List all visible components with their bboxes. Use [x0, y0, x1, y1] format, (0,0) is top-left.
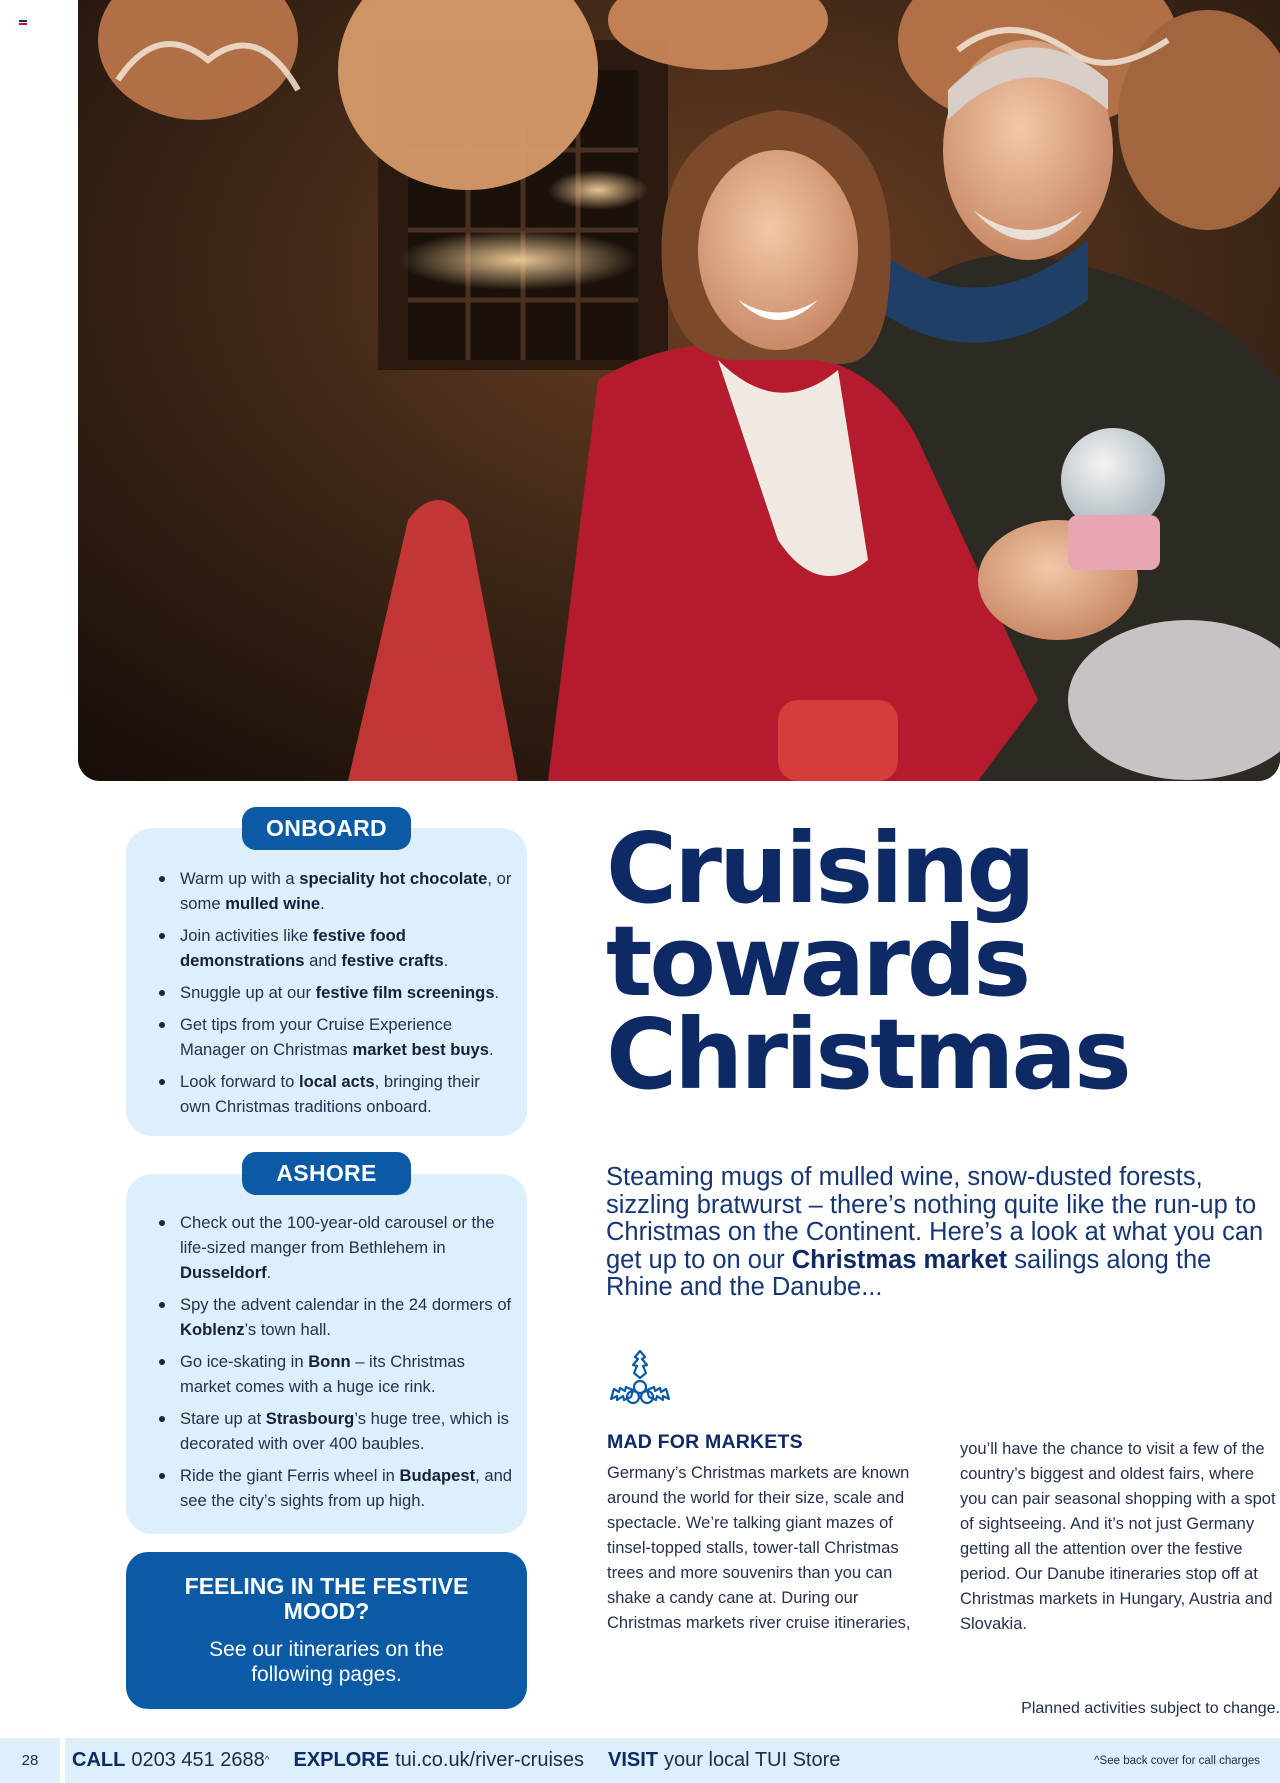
call-footnote-mark: ^ — [264, 1755, 270, 1766]
list-item: Join activities like festive food demonstrations and festive crafts. — [156, 923, 513, 973]
page-title — [606, 812, 1246, 1111]
onboard-list — [156, 866, 513, 1126]
title-line-3: Christmas — [606, 998, 1129, 1111]
hero-photo — [78, 0, 1280, 781]
callout-subtitle: See our itineraries on the following pages. — [209, 1638, 444, 1686]
list-item: Stare up at Strasbourg’s huge tree, which is decorated with over 400 baubles. — [156, 1406, 513, 1456]
intro-highlight: Christmas market — [791, 1245, 1008, 1274]
title-line-1: Cruising — [606, 812, 1033, 925]
call-label: CALL — [72, 1749, 126, 1771]
call-charges-note: ^See back cover for call charges — [1094, 1754, 1260, 1767]
title-line-2: towards — [606, 905, 1029, 1018]
ashore-list — [156, 1210, 513, 1520]
list-item: Warm up with a speciality hot chocolate, or some mulled wine. — [156, 866, 513, 916]
festive-mood-callout — [126, 1552, 527, 1709]
explore-label: EXPLORE — [293, 1749, 390, 1771]
flag-mark — [19, 20, 27, 27]
list-item: Look forward to local acts, bringing their own Christmas traditions onboard. — [156, 1069, 513, 1119]
contact-line — [72, 1738, 840, 1783]
markets-text-column-1: Germany’s Christmas markets are known around the world for their size, scale and spectacle. We’re talking giant mazes of tinsel-topped stalls, tower-tall Christmas trees and more souvenirs than you can shake a candy cane at. During our Christmas markets river cruise itineraries, — [607, 1464, 911, 1632]
list-item: Go ice-skating in Bonn – its Christmas market comes with a huge ice rink. — [156, 1349, 513, 1399]
list-item: Spy the advent calendar in the 24 dormers of Koblenz’s town hall. — [156, 1292, 513, 1342]
holly-icon — [607, 1347, 673, 1413]
page-number: 28 — [0, 1738, 60, 1783]
footer-divider — [60, 1738, 65, 1783]
couple-at-christmas-market-image — [78, 0, 1280, 781]
website-link[interactable]: tui.co.uk/river-cruises — [395, 1749, 585, 1771]
markets-text-column-2: you’ll have the chance to visit a few of the country’s biggest and oldest fairs, where you can pair seasonal shopping with a spot of sightseeing. And it’s not just Germany getting all the attention over the festive period. Our Danube itineraries stop off at Christmas markets in Hungary, Austria and Slovakia. — [960, 1440, 1276, 1633]
callout-title: FEELING IN THE FESTIVE MOOD? — [184, 1573, 469, 1624]
ashore-panel — [126, 1174, 527, 1534]
intro-text-end: sailings along the Rhine and the Danube... — [606, 1245, 1212, 1301]
list-item: Ride the giant Ferris wheel in Budapest, and see the city’s sights from up high. — [156, 1463, 513, 1513]
visit-label: VISIT — [608, 1749, 659, 1771]
list-item: Get tips from your Cruise Experience Manager on Christmas market best buys. — [156, 1012, 513, 1062]
disclaimer: Planned activities subject to change. — [1021, 1700, 1280, 1717]
section-heading: MAD FOR MARKETS — [607, 1431, 803, 1453]
intro-text: Steaming mugs of mulled wine, snow-dusted forests, sizzling bratwurst – there’s nothing quite like the run-up to Christmas on the Continent. Here’s a look at what you can get up to on our — [606, 1163, 1264, 1274]
list-item: Check out the 100-year-old carousel or the life-sized manger from Bethlehem in Dusseldorf. — [156, 1210, 513, 1285]
intro-paragraph — [606, 1164, 1276, 1302]
list-item: Snuggle up at our festive film screenings. — [156, 980, 513, 1005]
footer-bar — [0, 1738, 1280, 1783]
ashore-heading: ASHORE — [242, 1152, 411, 1195]
call-number[interactable]: 0203 451 2688 — [131, 1749, 265, 1771]
onboard-heading: ONBOARD — [242, 807, 411, 850]
onboard-panel — [126, 828, 527, 1136]
visit-text: your local TUI Store — [664, 1749, 841, 1771]
